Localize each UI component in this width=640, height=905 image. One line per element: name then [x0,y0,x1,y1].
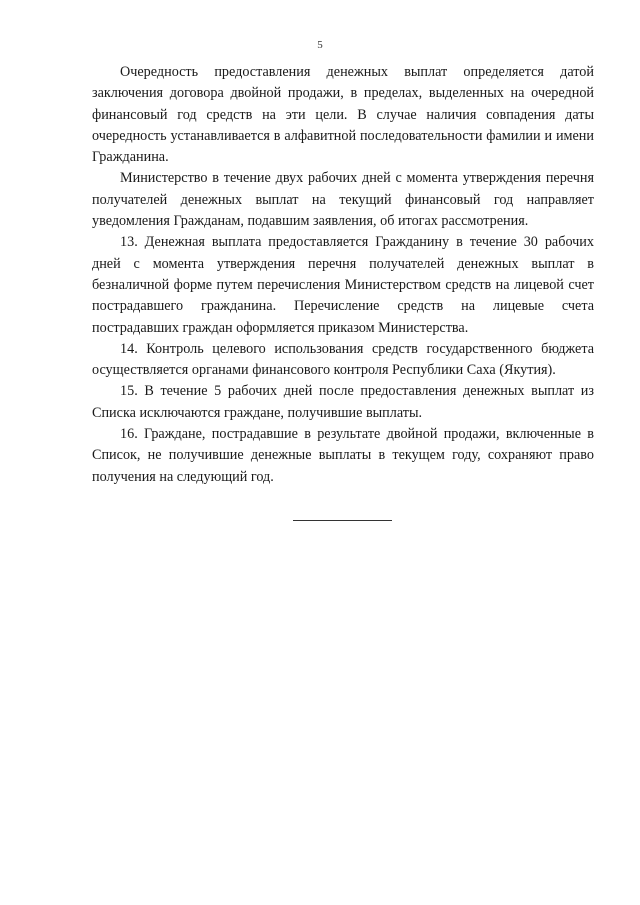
paragraph-14-control: 14. Контроль целевого использования средств государственного бюджета осуществляется органами финансового контроля Республики Саха (Якутия). [92,340,594,379]
paragraph-15-exclusion: 15. В течение 5 рабочих дней после предоставления денежных выплат из Списка исключаются граждане, получившие выплаты. [92,383,594,421]
document-body [92,62,594,488]
end-of-document-rule [293,520,392,521]
paragraph-queue-order: Очередность предоставления денежных выплат определяется датой заключения договора двойной продажи, в пределах, выделенных на очередной финансовый год средств на эти цели. В случае наличия совпадения даты очередность устанавливается в алфавитной последовательности фамилии и имени Гражданина. [92,64,594,166]
page-number: 5 [317,39,323,51]
paragraph-16-retention: 16. Граждане, пострадавшие в результате двойной продажи, включенные в Список, не получившие денежные выплаты в текущем году, сохраняют право получения на следующий год. [92,426,594,485]
paragraph-13-payment: 13. Денежная выплата предоставляется Гражданину в течение 30 рабочих дней с момента утверждения перечня получателей денежных выплат в безналичной форме путем перечисления Министерством средств на лицевой счет пострадавшего гражданина. Перечисление средств на лицевые счета пострадавших граждан оформляется приказом Министерства. [92,234,594,336]
paragraph-ministry-notification: Министерство в течение двух рабочих дней с момента утверждения перечня получателей денежных выплат на текущий финансовый год направляет уведомления Гражданам, подавшим заявления, об итогах рассмотрения. [92,170,594,230]
